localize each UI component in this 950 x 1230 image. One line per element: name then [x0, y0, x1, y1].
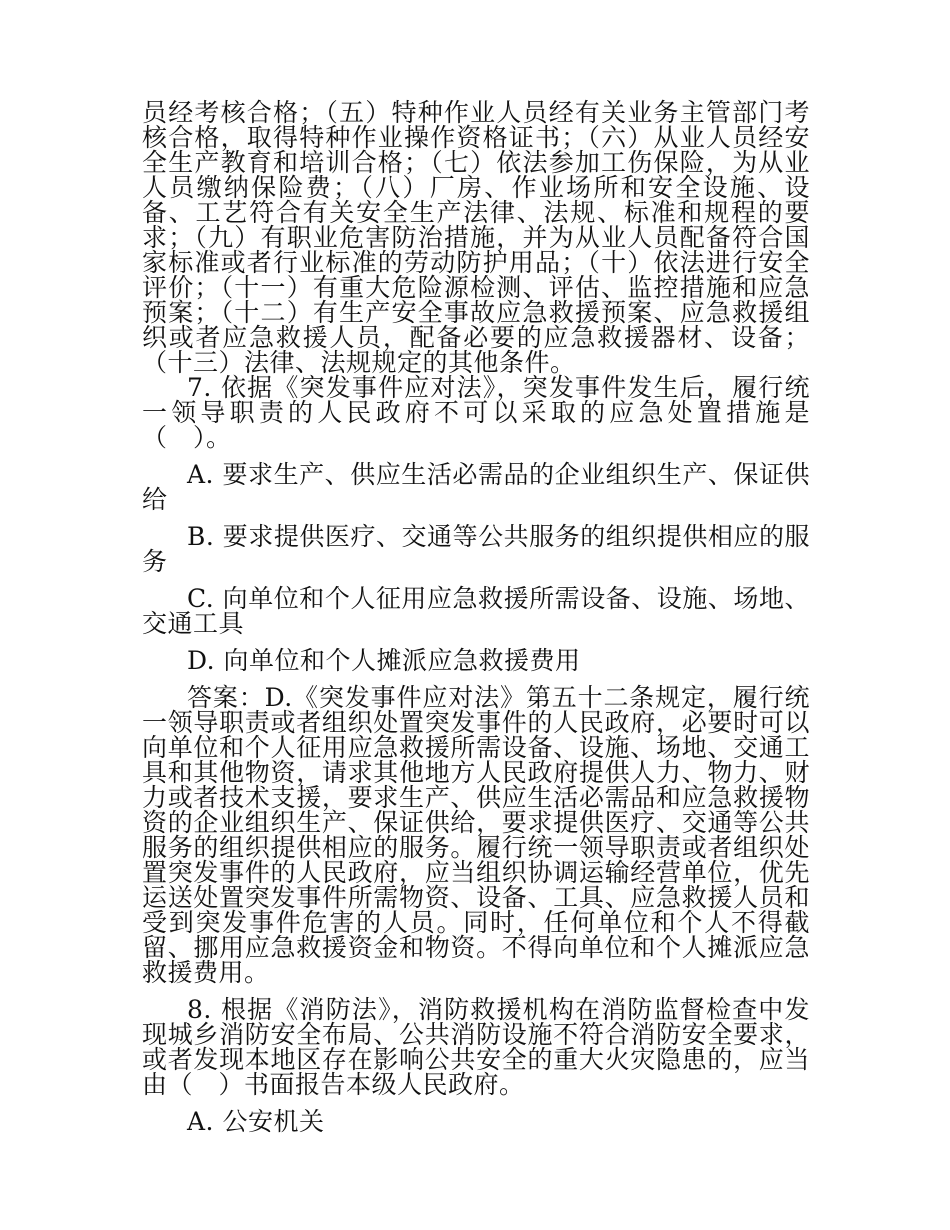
question-8: 8. 根据《消防法》，消防救援机构在消防监督检查中发现城乡消防安全布局、公共消防设施不符合消防安全要求，或者发现本地区存在影响公共安全的重大火灾隐患的，应当由（ ）书面报告本级人民政府。	[142, 995, 810, 1099]
question-7: 7. 依据《突发事件应对法》，突发事件发生后，履行统一领导职责的人民政府不可以采取的应急处置措施是（ ）。	[142, 373, 810, 452]
question-7-option-c: C. 向单位和个人征用应急救援所需设备、设施、场地、交通工具	[142, 584, 810, 638]
question-7-option-b: B. 要求提供医疗、交通等公共服务的组织提供相应的服务	[142, 522, 810, 576]
question-7-answer: 答案：D.《突发事件应对法》第五十二条规定，履行统一领导职责或者组织处置突发事件的人民政府，必要时可以向单位和个人征用应急救援所需设备、设施、场地、交通工具和其他物资，请求其他地方人民政府提供人力、物力、财力或者技术支援，要求生产、供应生活必需品和应急救援物资的企业组织生产、保证供给，要求提供医疗、交通等公共服务的组织提供相应的服务。履行统一领导职责或者组织处置突发事件的人民政府，应当组织协调运输经营单位，优先运送处置突发事件所需物资、设备、工具、应急救援人员和受到突发事件危害的人员。同时，任何单位和个人不得截留、挪用应急救援资金和物资。不得向单位和个人摊派应急救援费用。	[142, 683, 810, 987]
question-7-option-a: A. 要求生产、供应生活必需品的企业组织生产、保证供给	[142, 460, 810, 514]
question-7-option-d: D. 向单位和个人摊派应急救援费用	[187, 646, 581, 675]
question-8-option-a: A. 公安机关	[187, 1107, 325, 1136]
continuation-paragraph: 员经考核合格；（五）特种作业人员经有关业务主管部门考核合格，取得特种作业操作资格证书；（六）从业人员经安全生产教育和培训合格；（七）依法参加工伤保险，为从业人员缴纳保险费；（八）厂房、作业场所和安全设施、设备、工艺符合有关安全生产法律、法规、标准和规程的要求；（九）有职业危害防治措施，并为从业人员配备符合国家标准或者行业标准的劳动防护用品；（十）依法进行安全评价；（十一）有重大危险源检测、评估、监控措施和应急预案；（十二）有生产安全事故应急救援预案、应急救援组织或者应急救援人员，配备必要的应急救援器材、设备；（十三）法律、法规规定的其他条件。	[142, 98, 810, 377]
document-page	[142, 100, 810, 1146]
